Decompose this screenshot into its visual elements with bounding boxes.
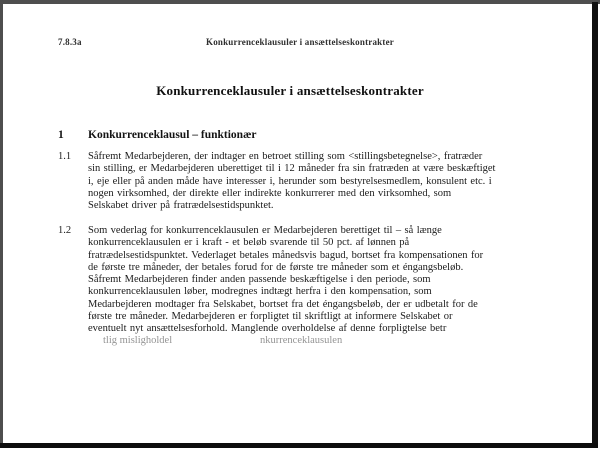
paragraph-text: [88, 225, 483, 335]
clipped-text-fragment: tlig misligholdel: [103, 335, 173, 346]
frame-top-edge: [0, 0, 600, 4]
section-heading: [58, 129, 257, 141]
frame-left-edge: [0, 0, 3, 448]
text-line: eventuelt nyt ansættelsesforhold. Manglende overholdelse af denne forpligtelse betr: [88, 323, 447, 334]
paragraph-text: [88, 151, 495, 212]
frame-right-edge: [592, 2, 598, 448]
text-line: i, eje eller på anden måde have interesser i, herunder som bestyrelsesmedlem, konsulent etc. i: [88, 175, 492, 187]
text-line: konkurrenceklausulen løber, modregnes indtægt herfra i den kompensation, som: [88, 286, 432, 298]
header-running-title: Konkurrenceklausuler i ansættelseskontrakter: [206, 37, 394, 47]
text-line: Såfremt Medarbejderen, der indtager en betroet stilling som <stillingsbetegnelse>, fratræder: [88, 151, 483, 162]
text-line: fratrædelsestidspunktet. Vederlaget betales månedsvis bagud, bortset fra kompensationen for: [88, 249, 484, 261]
text-line: nogen virksomhed, der direkte eller indirekte konkurrerer med den virksomhed, som: [88, 187, 452, 199]
text-line: konkurrenceklausulen er i kraft - et beløb svarende til 50 pct. af lønnen på: [88, 237, 410, 249]
section-number: 1: [58, 129, 64, 141]
text-line: sin stilling, er Medarbejderen uberettiget til i 12 måneder fra sin fratræden at være beskæftiget: [88, 163, 496, 175]
frame-bottom-edge: [0, 443, 598, 448]
paragraph-1-1: [58, 151, 495, 212]
text-line: de første tre måneder, der betales forud for de første tre måneder som et éngangsbeløb.: [88, 261, 464, 273]
text-line: Selskabet driver på fratrædelsestidspunktet.: [88, 200, 274, 211]
clipped-text-fragment: nkurrenceklausulen: [260, 335, 343, 346]
text-line: Som vederlag for konkurrenceklausulen er Medarbejderen berettiget til – så længe: [88, 225, 442, 236]
document-title: Konkurrenceklausuler i ansættelseskontrakter: [156, 83, 424, 98]
text-line: Såfremt Medarbejderen finder anden passende beskæftigelse i den periode, som: [88, 274, 431, 285]
paragraph-number: 1.1: [58, 151, 72, 162]
text-line: første tre måneder. Medarbejderen er forpligtet til skriftligt at informere Selskabet or: [88, 310, 453, 322]
section-heading-text: Konkurrenceklausul – funktionær: [88, 129, 257, 141]
header-section-ref: 7.8.3a: [58, 37, 82, 47]
paragraph-1-2: [58, 225, 483, 335]
text-line: Medarbejderen modtager fra Selskabet, bortset fra det éngangsbeløb, der er udbetalt for de: [88, 298, 478, 310]
paragraph-number: 1.2: [58, 225, 72, 236]
